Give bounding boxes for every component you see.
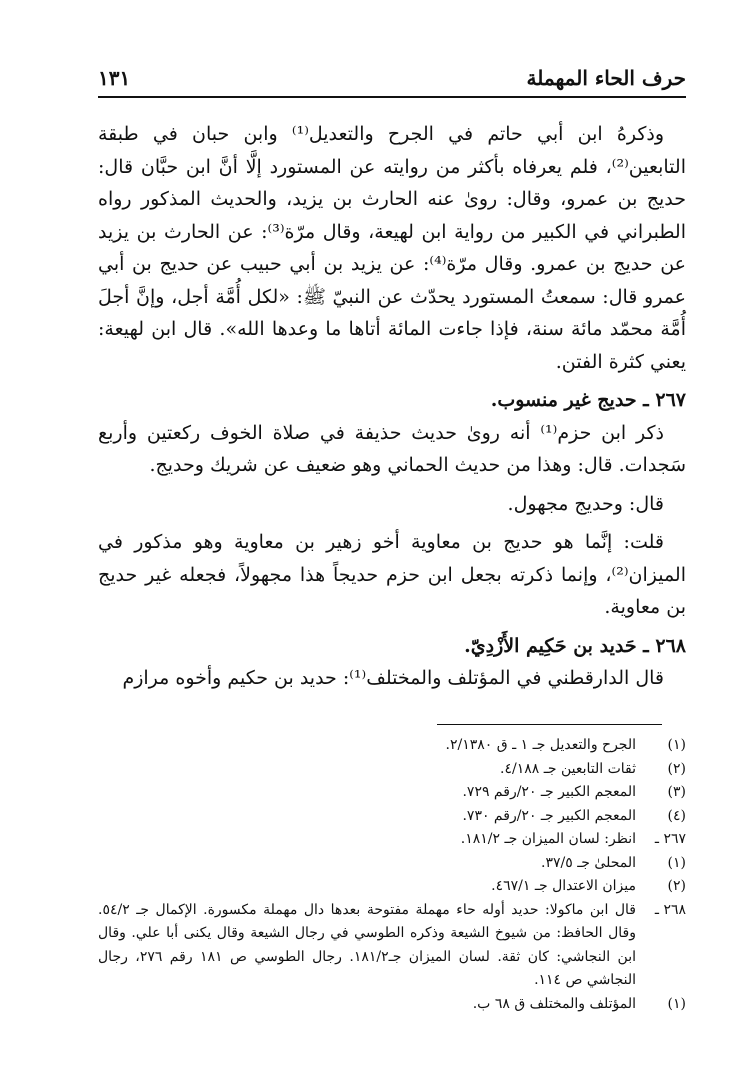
main-text: [98, 118, 686, 695]
footnote: [98, 852, 686, 876]
footnote: [98, 805, 686, 829]
footnotes: [98, 734, 686, 1016]
footnote-text: المؤتلف والمختلف ق ٦٨ ب.: [472, 995, 636, 1012]
footnote-number: (١): [667, 737, 686, 753]
footnote-number: (١): [667, 854, 686, 871]
footnote: [98, 828, 686, 852]
footnote-text: ثقات التابعين جـ ٤/١٨٨.: [500, 760, 636, 777]
footnote-text: الجرح والتعديل جـ ١ ـ ق ٢/١٣٨٠.: [445, 737, 636, 753]
footnote-text: ميزان الاعتدال جـ ٤٦٧/١.: [491, 878, 636, 894]
footnote: [98, 899, 686, 993]
paragraph-1: وذكرهُ ابن أبي حاتم في الجرح والتعديل⁽¹⁾ وابن حبان في طبقة التابعين⁽²⁾، فلم يعرفاه بأكثر من روايته عن المستورد إلَّا أنَّ ابن حبَّان قال: حديج بن عمرو، وقال: روىٰ عنه الحارث بن يزيد، والحديث المذكور رواه الطبراني في الكبير من رواية ابن لهيعة، وقال مرّة⁽³⁾: عن الحارث بن يزيد عن حديج بن عمرو. وقال مرّة⁽⁴⁾: عن يزيد بن أبي حبيب عن حديج بن أبي عمرو قال: سمعتُ المستورد يحدّث عن النبيّ ﷺ: «لكل أُمَّة أجل، وإنَّ أجلَ أُمَّة محمّد مائة سنة، فإذا جاءت المائة أتاها ما وعدها الله». قال ابن لهيعة: يعني كثرة الفتن.: [98, 123, 686, 373]
footnote-number: (١): [667, 995, 686, 1012]
footnote-number: ٢٦٧ ـ: [654, 831, 686, 847]
footnote-number: ٢٦٨ ـ: [654, 901, 686, 918]
entry-268-heading: ٢٦٨ ـ حَديد بن حَكِيم الأَزْدِيّ.: [464, 634, 686, 657]
footnote: [98, 993, 686, 1017]
footnote-number: (٢): [667, 760, 686, 777]
paragraph-3: قال: وحديج مجهول.: [507, 492, 664, 515]
footnote-number: (٤): [667, 807, 686, 824]
paragraph-4: قلت: إنَّما هو حديج بن معاوية أخو زهير بن معاوية وهو مذكور في الميزان⁽²⁾، وإنما ذكرته بجعل ابن حزم حديجاً هذا مجهولاً، فجعله غير حديج بن معاوية.: [98, 531, 686, 618]
paragraph-2: ذكر ابن حزم⁽¹⁾ أنه روىٰ حديث حذيفة في صلاة الخوف ركعتين وأربع سَجدات. قال: وهذا من حديث الحماني وهو ضعيف عن شريك وحديج.: [98, 421, 686, 476]
footnote-number: (٣): [667, 784, 686, 800]
chapter-title: حرف الحاء المهملة: [526, 66, 686, 90]
entry-267-heading: ٢٦٧ ـ حديج غير منسوب.: [490, 389, 686, 411]
footnote-text: انظر: لسان الميزان جـ ١٨١/٢.: [460, 831, 636, 847]
paragraph-5: قال الدارقطني في المؤتلف والمختلف⁽¹⁾: حديد بن حكيم وأخوه مرازم: [122, 667, 664, 689]
page-number: ١٣١: [98, 66, 131, 90]
footnote-text: قال ابن ماكولا: حديد أوله حاء مهملة مفتوحة بعدها دال مهملة مكسورة. الإكمال جـ ٥٤/٢. وقال الحافظ: من شيوخ الشيعة وذكره الطوسي في رجال الشيعة وقال يكنى أبا علي. وقال ابن النجاشي: كان ثقة. لسان الميزان جـ١٨١/٢. رجال الطوسي ص ١٨١ رقم ٢٧٦، رجال النجاشي ص ١١٤.: [98, 901, 637, 988]
footnote-text: المعجم الكبير جـ ٢٠/رقم ٧٢٩.: [462, 784, 636, 800]
running-header: [98, 58, 686, 98]
footnote: [98, 758, 686, 782]
footnote-separator: [437, 724, 662, 725]
footnote: [98, 781, 686, 805]
footnote-number: (٢): [667, 878, 686, 894]
footnote-text: المعجم الكبير جـ ٢٠/رقم ٧٣٠.: [462, 807, 636, 824]
footnote: [98, 734, 686, 758]
footnote: [98, 875, 686, 899]
footnote-text: المحلىٰ جـ ٣٧/٥.: [541, 854, 636, 871]
